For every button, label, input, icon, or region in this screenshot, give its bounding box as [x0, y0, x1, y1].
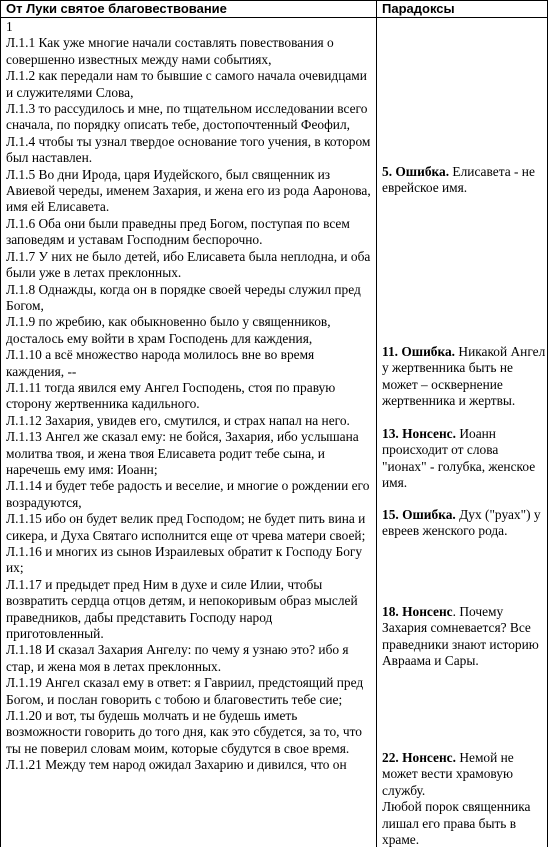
note-text: Иоанн происходит от слова "ионах" - голубка, женское имя. [382, 426, 536, 491]
verse-1-1: Л.1.1 Как уже многие начали составлять повествования о совершенно известных между нами событиях, [6, 35, 334, 67]
note-text: Елисавета - не еврейское имя. [382, 164, 535, 196]
verse-1-16: Л.1.16 и многих из сынов Израилевых обратит к Господу Богу их; [6, 544, 363, 576]
table-header-divider [0, 17, 548, 18]
note-11 [382, 344, 546, 410]
note-label: 18. Нонсенс [382, 604, 453, 619]
verse-1-6: Л.1.6 Оба они были праведны пред Богом, поступая по всем заповедям и уставам Господним беспорочно. [6, 215, 350, 248]
verse-1-17: Л.1.17 и предыдет пред Ним в духе и силе Илии, чтобы возвратить сердца отцов детям, и непокоривым образ мыслей праведников, дабы представить Господу народ приготовленный. [6, 576, 358, 642]
verse-1-18: Л.1.18 И сказал Захария Ангелу: по чему я узнаю это? ибо я стар, и жена моя в летах преклонных. [6, 642, 349, 674]
gospel-text-cell [6, 19, 372, 774]
note-text: Немой не может вести храмовую службу. [382, 750, 514, 798]
chapter-number: 1 [6, 19, 13, 34]
verse-1-5: Л.1.5 Во дни Ирода, царя Иудейского, был священник из Авиевой череды, именем Захария, и жена его из рода Ааронова, имя ей Елисавета. [6, 166, 371, 215]
table-column-divider [376, 0, 377, 847]
verse-1-3: Л.1.3 то рассудилось и мне, по тщательном исследовании всего сначала, по порядку описать тебе, достопочтенный Феофил, [6, 101, 368, 133]
verse-1-15: Л.1.15 ибо он будет велик пред Господом; не будет пить вина и сикера, и Духа Святаго исполнится еще от чрева матери своей; [6, 511, 366, 543]
verse-1-2: Л.1.2 как передали нам то бывшие с самого начала очевидцами и служителями Слова, [6, 68, 367, 100]
verse-1-8: Л.1.8 Однажды, когда он в порядке своей череды служил пред Богом, [6, 281, 361, 313]
note-22-continuation: Любой порок священника лишал его права быть в храме. [382, 799, 531, 848]
table-border-left [0, 0, 1, 847]
verse-1-13: Л.1.13 Ангел же сказал ему: не бойся, Захария, ибо услышана молитва твоя, и жена твоя Елисавета родит тебе сына, и наречешь ему имя: Иоанн; [6, 429, 359, 477]
verse-1-14: Л.1.14 и будет тебе радость и веселие, и многие о рождении его возрадуются, [6, 478, 370, 510]
note-label: 5. Ошибка. [382, 164, 450, 179]
note-22 [382, 750, 546, 848]
verse-1-9: Л.1.9 по жребию, как обыкновенно было у священников, досталось ему войти в храм Господень для каждения, [6, 314, 331, 346]
note-label: 15. Ошибка. [382, 507, 456, 522]
verse-1-4: Л.1.4 чтобы ты узнал твердое основание того учения, в котором был наставлен. [6, 133, 371, 166]
note-text: Дух ("руах") у евреев женского рода. [382, 507, 541, 539]
note-text: . Почему Захария сомневается? Все праведники знают историю Авраама и Сары. [382, 604, 539, 669]
verse-1-10: Л.1.10 а всё множество народа молилось вне во время каждения, -- [6, 347, 315, 379]
column-header-paradoxes: Парадоксы [382, 1, 455, 16]
note-label: 13. Нонсенс. [382, 426, 456, 441]
column-header-gospel: От Луки святое благовествование [6, 1, 227, 16]
note-18 [382, 604, 546, 670]
verse-1-12: Л.1.12 Захария, увидев его, смутился, и страх напал на него. [6, 412, 350, 428]
verse-1-21: Л.1.21 Между тем народ ожидал Захарию и дивился, что он [6, 757, 347, 773]
note-13 [382, 426, 546, 492]
note-label: 22. Нонсенс. [382, 750, 456, 765]
note-15 [382, 507, 546, 540]
note-text: Никакой Ангел у жертвенника быть не может – осквернение жертвенника и жертвы. [382, 344, 546, 409]
note-label: 11. Ошибка. [382, 344, 456, 359]
note-5 [382, 164, 546, 197]
verse-1-19: Л.1.19 Ангел сказал ему в ответ: я Гавриил, предстоящий пред Богом, и послан говорить с тобою и благовестить тебе сие; [6, 675, 364, 707]
verse-1-20: Л.1.20 и вот, ты будешь молчать и не будешь иметь возможности говорить до того дня, как это сбудется, за то, что ты не поверил словам моим, которые сбудутся в свое время. [6, 708, 362, 756]
verse-1-11: Л.1.11 тогда явился ему Ангел Господень, стоя по правую сторону жертвенника кадильного. [6, 379, 336, 412]
verse-1-7: Л.1.7 У них не было детей, ибо Елисавета была неплодна, и оба были уже в летах преклонных. [6, 248, 371, 281]
